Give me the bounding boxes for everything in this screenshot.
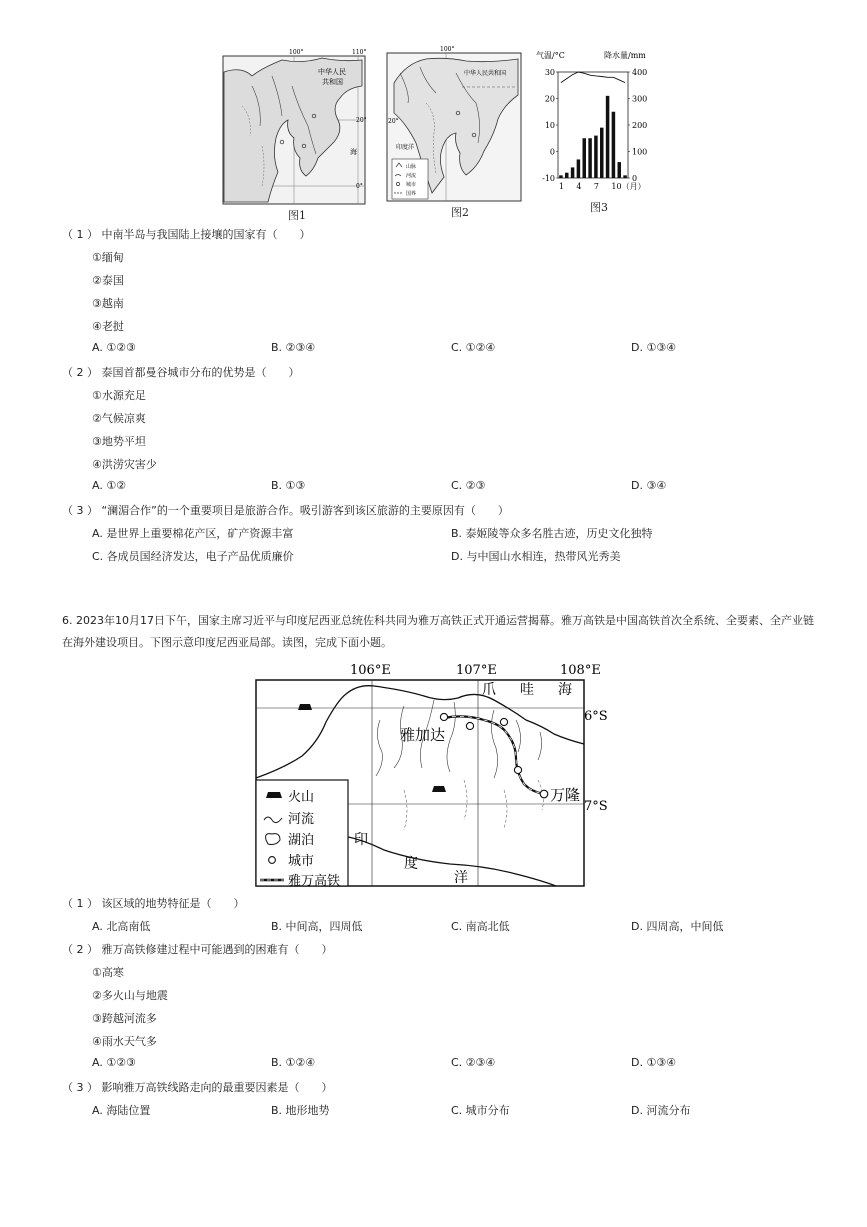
fig1-label-sea: 海 [350,148,357,156]
q6-2-item-4: ④雨水天气多 [92,1035,157,1048]
q6-2-option-c[interactable]: C. ②③④ [451,1056,496,1069]
q5-3-option-b[interactable]: B. 泰姬陵等众多名胜古迹，历史文化独特 [451,527,653,540]
q6-3-option-c[interactable]: C. 城市分布 [451,1104,510,1117]
map-lon-106: 106°E [350,663,391,678]
chart-right-axis-title: 降水量/mm [604,51,646,60]
fig1-lon-100: 100° [289,49,304,56]
q5-1-item-4: ④老挝 [92,320,124,333]
q6-3-option-d[interactable]: D. 河流分布 [631,1104,691,1117]
fig2-lat-20: 20° [388,118,399,125]
precip-bar [606,96,610,178]
q6-intro: 6. 2023年10月17日下午，国家主席习近平与印度尼西亚总统佐科共同为雅万高铁正式开通运营揭幕。雅万高铁是中国高铁首次全系统、全要素、全产业链在海外建设项目。下图示意印度尼西亚局部。读图，完成下面小题。 [62,614,814,649]
chart-right-tick: 300 [632,94,648,104]
precip-bar [565,173,569,178]
precip-bar [600,128,604,178]
q5-1-option-d[interactable]: D. ①③④ [631,341,677,354]
precip-bar [577,159,581,178]
figure-3-caption: 图3 [590,201,608,214]
q6-2-item-2: ②多火山与地震 [92,989,168,1002]
fig2-lon-100: 100° [440,46,455,53]
indonesia-map [254,660,616,890]
q5-1-option-a[interactable]: A. ①②③ [92,341,136,354]
q6-1-option-a[interactable]: A. 北高南低 [92,920,151,933]
q6-1-option-d[interactable]: D. 四周高，中间低 [631,920,724,933]
q5-1-stem: （ 1 ） 中南半岛与我国陆上接壤的国家有（ ） [62,228,311,241]
precip-bar [594,136,598,178]
map-lon-107: 107°E [456,663,497,678]
chart-left-axis-title: 气温/°C [536,51,565,60]
q6-2-item-1: ①高寒 [92,966,124,979]
precip-bar [559,175,563,178]
q5-1-option-b[interactable]: B. ②③④ [271,341,316,354]
figure-2-map [386,43,526,205]
q5-3-option-a[interactable]: A. 是世界上重要棉花产区，矿产资源丰富 [92,527,294,540]
chart-left-tick: 30 [544,68,555,77]
figure-1-caption: 图1 [288,209,306,222]
figure-1-map [222,46,370,208]
q5-2-item-3: ③地势平坦 [92,435,146,448]
map-lat-6s: 6°S [584,709,608,724]
q5-2-option-b[interactable]: B. ①③ [271,479,306,492]
fig1-lat-0: 0° [356,183,363,190]
q6-1-option-b[interactable]: B. 中间高，四周低 [271,920,363,933]
fig1-label-china-2: 共和国 [322,78,343,86]
chart-x-tick: 1 [558,182,565,191]
q5-2-item-4: ④洪涝灾害少 [92,458,157,471]
fig2-label-indian-ocean: 印度洋 [396,144,415,151]
chart-x-tick: 7 [593,182,600,191]
q5-3-option-c[interactable]: C. 各成员国经济发达，电子产品优质廉价 [92,550,294,563]
chart-right-tick: 200 [632,121,648,130]
legend-city: 城市 [288,854,315,869]
chart-x-tick: 10（月） [611,182,646,191]
q5-2-option-c[interactable]: C. ②③ [451,479,486,492]
precip-bar [623,175,627,178]
chart-left-tick: 20 [544,94,555,104]
q5-1-item-2: ②泰国 [92,274,124,287]
map-ocean-label-3: 洋 [454,870,468,886]
fig1-lat-20: 20° [356,117,367,124]
q6-1-stem: （ 1 ） 该区域的地势特征是（ ） [62,897,245,910]
q6-2-option-a[interactable]: A. ①②③ [92,1056,136,1069]
q5-2-option-a[interactable]: A. ①② [92,479,127,492]
map-sea-label-3: 海 [558,682,572,698]
map-lon-108: 108°E [560,663,601,678]
q5-2-stem: （ 2 ） 泰国首都曼谷城市分布的优势是（ ） [62,366,300,379]
map-sea-label-2: 哇 [520,682,534,698]
q5-3-stem: （ 3 ） “澜湄合作”的一个重要项目是旅游合作。吸引游客到该区旅游的主要原因有（ ） [62,504,509,517]
map-ocean-label-2: 度 [404,856,418,872]
q6-1-option-c[interactable]: C. 南高北低 [451,920,510,933]
legend-volcano: 火山 [288,790,315,805]
q5-2-option-d[interactable]: D. ③④ [631,479,667,492]
chart-left-tick: -10 [542,174,555,183]
map-lat-7s: 7°S [584,799,608,814]
temperature-line [561,72,625,83]
fig1-lon-110: 110° [352,49,367,56]
precip-bar [618,162,622,178]
fig2-legend-mountain: 山脉 [406,164,417,170]
fig2-label-china: 中华人民共和国 [464,70,507,77]
q5-2-item-2: ②气候凉爽 [92,412,146,425]
chart-right-tick: 400 [632,68,648,77]
chart-right-tick: 100 [632,147,648,157]
chart-left-tick: 0 [549,147,555,157]
map-sea-label-1: 爪 [482,682,496,698]
q5-3-option-d[interactable]: D. 与中国山水相连，热带风光秀美 [451,550,621,563]
precip-bar [571,167,575,178]
q5-2-item-1: ①水源充足 [92,389,146,402]
legend-railway: 雅万高铁 [288,874,341,889]
figure-3-climate-chart [536,48,662,200]
q6-2-stem: （ 2 ） 雅万高铁修建过程中可能遇到的困难有（ ） [62,943,333,956]
fig2-legend-river: 河流 [406,173,417,179]
fig2-legend-city: 城市 [406,182,417,188]
legend-lake: 湖泊 [288,833,315,848]
chart-left-tick: 10 [544,121,555,130]
q6-2-option-d[interactable]: D. ①③④ [631,1056,677,1069]
q5-1-item-3: ③越南 [92,297,124,310]
map-city-jakarta: 雅加达 [400,726,446,744]
q6-3-option-b[interactable]: B. 地形地势 [271,1104,330,1117]
q6-2-option-b[interactable]: B. ①②④ [271,1056,316,1069]
q6-2-item-3: ③跨越河流多 [92,1012,157,1025]
fig2-legend-border: 国界 [406,191,417,197]
q6-3-stem: （ 3 ） 影响雅万高铁线路走向的最重要因素是（ ） [62,1081,333,1094]
figure-2-caption: 图2 [451,206,469,219]
fig1-label-china-1: 中华人民 [318,68,346,76]
q6-3-option-a[interactable]: A. 海陆位置 [92,1104,151,1117]
precip-bar [583,138,587,178]
chart-x-tick: 4 [576,182,582,191]
precip-bar [588,138,592,178]
q5-1-item-1: ①缅甸 [92,251,124,264]
map-city-bandung: 万隆 [550,786,581,804]
map-ocean-label-1: 印 [354,832,368,848]
legend-river: 河流 [288,812,315,827]
precip-bar [612,112,616,178]
q5-1-option-c[interactable]: C. ①②④ [451,341,496,354]
chart-right-tick: 0 [632,174,638,183]
